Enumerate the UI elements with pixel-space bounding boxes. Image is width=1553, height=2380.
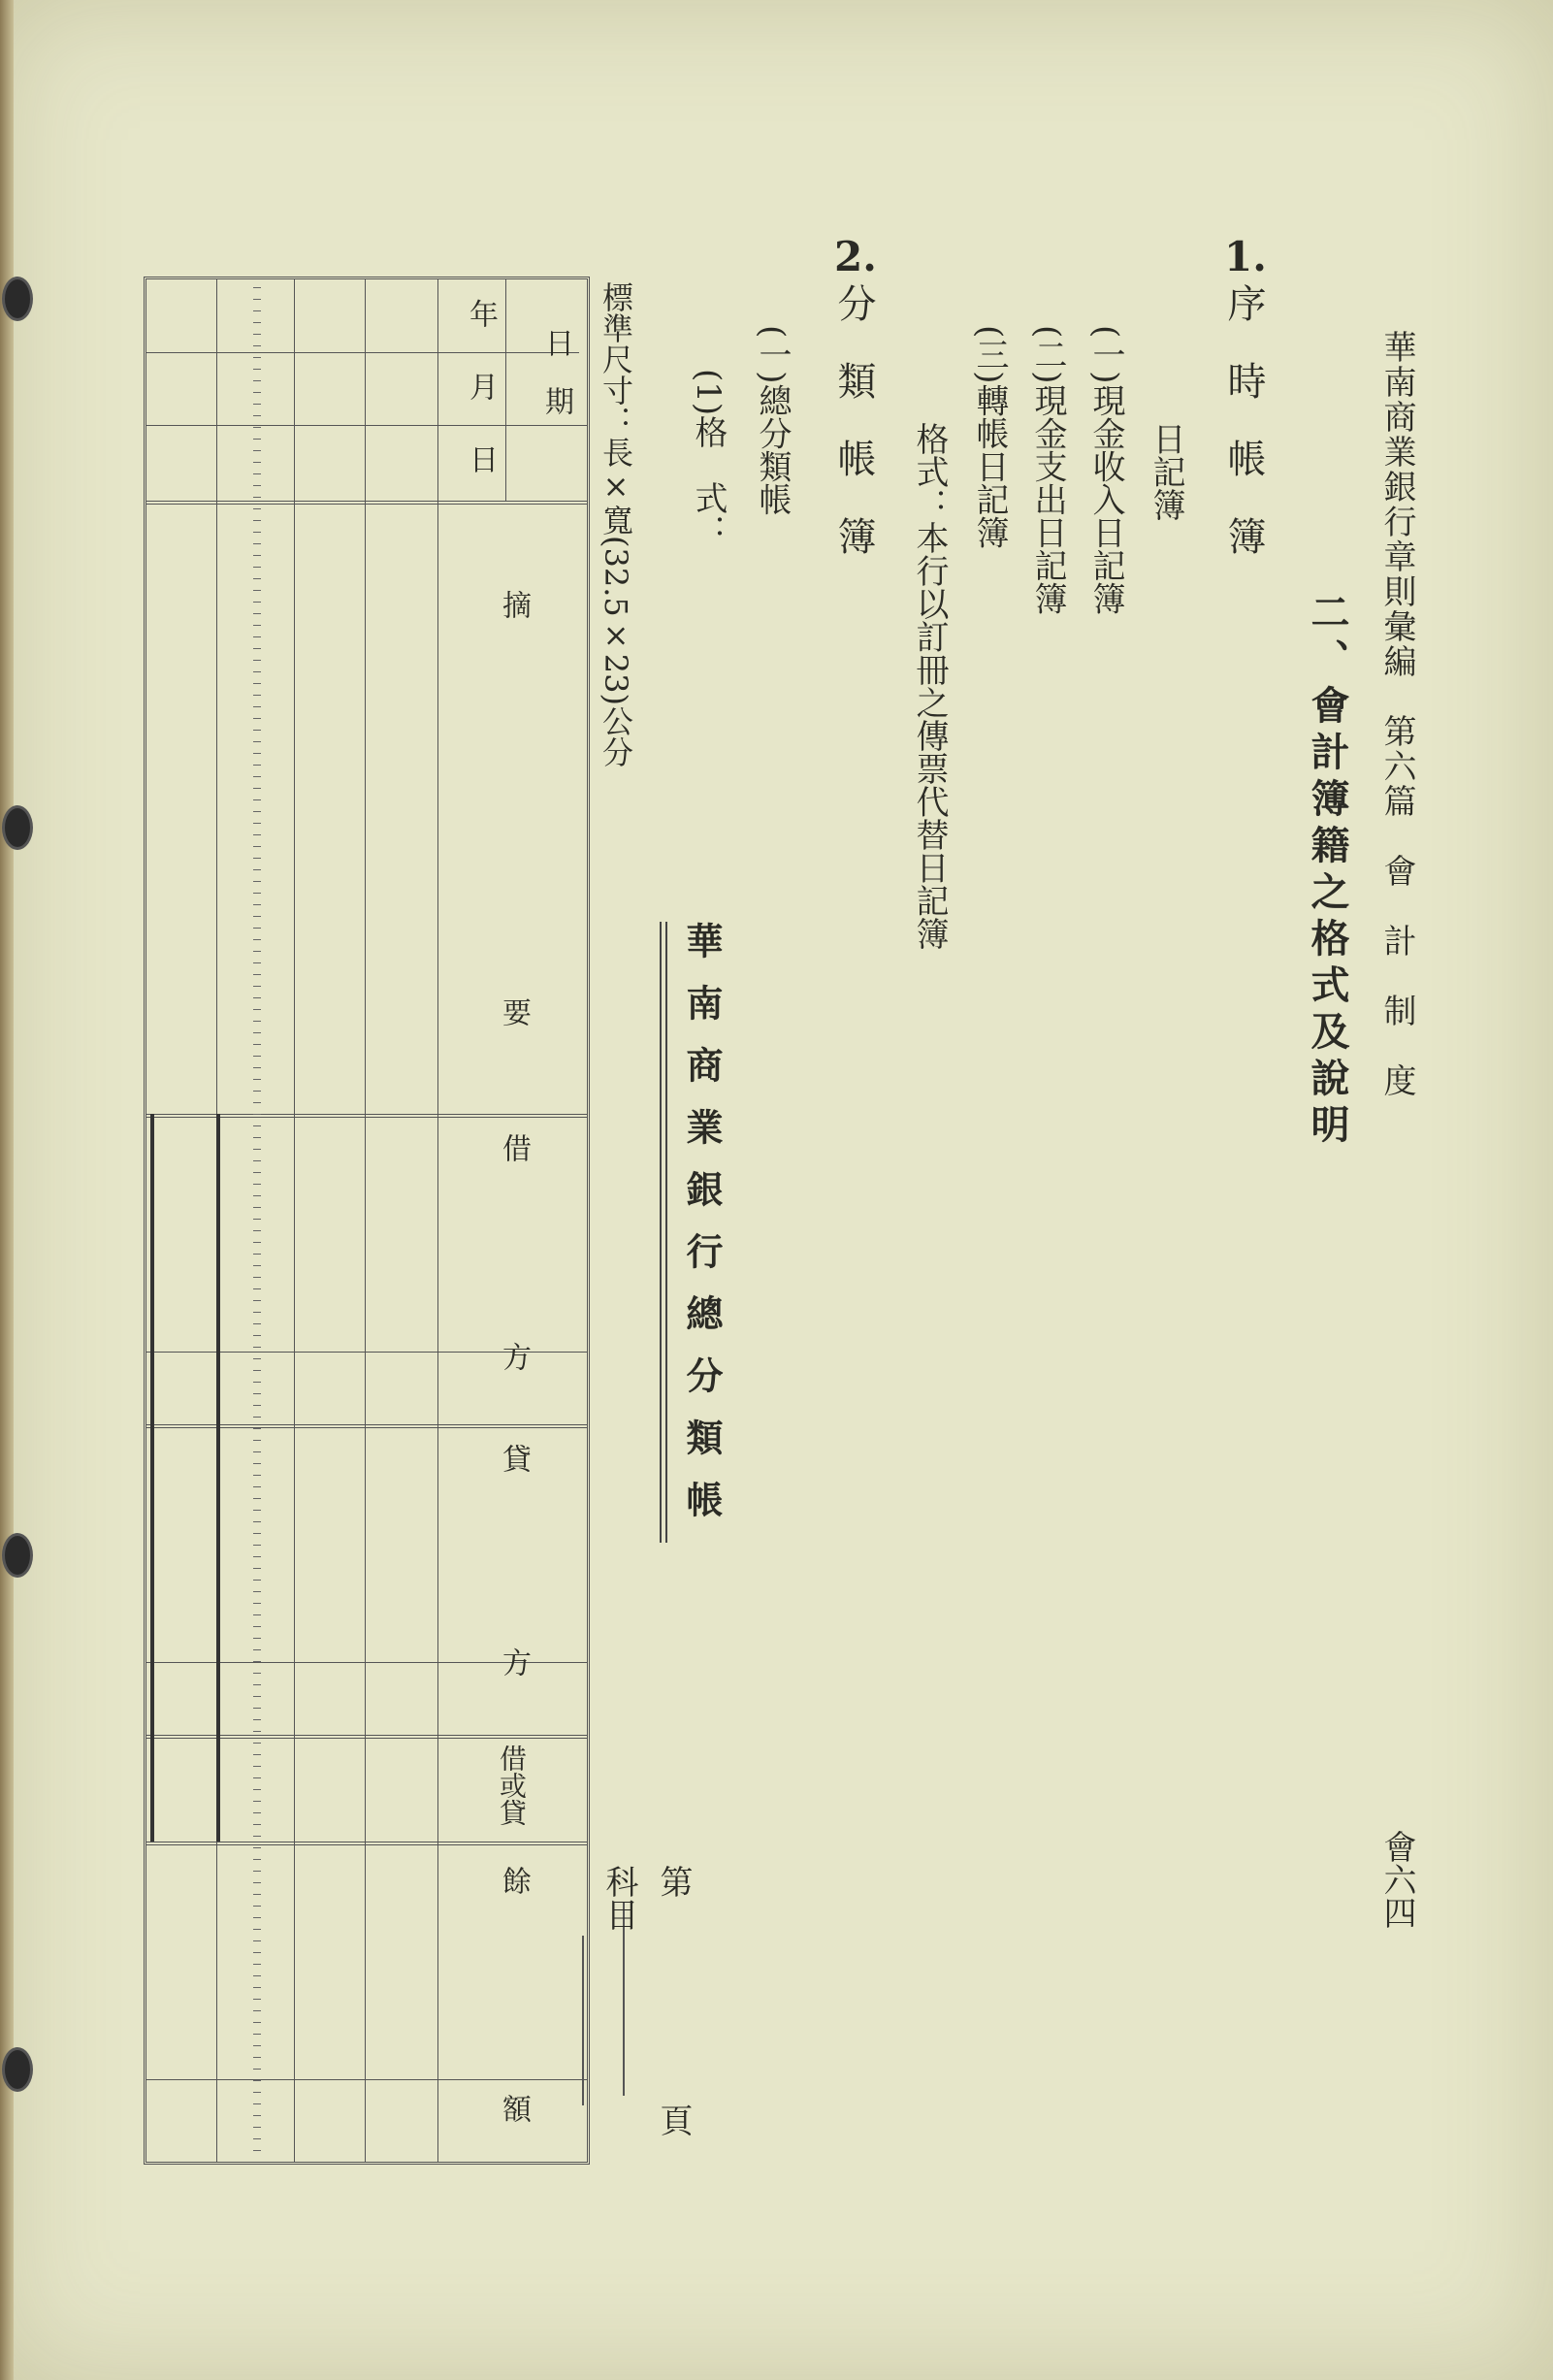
ledger-line bbox=[216, 1114, 220, 1842]
section2-item: (一)總分類帳 bbox=[753, 325, 792, 516]
header-debit: 方 bbox=[497, 1342, 531, 1371]
header-month: 月 bbox=[464, 372, 498, 401]
ledger-line bbox=[146, 1842, 587, 1845]
header-summary: 要 bbox=[497, 997, 531, 1027]
page-number: 會六四 bbox=[1377, 1830, 1416, 1929]
section1-number: 1. bbox=[1224, 233, 1267, 280]
section1-item: (一)現金收入日記簿 bbox=[1086, 325, 1125, 615]
header-balance: 額 bbox=[497, 2094, 531, 2123]
section1-subheading: 日記簿 bbox=[1147, 422, 1185, 521]
running-header: 華南商業銀行章則彙編 第六篇 會 計 制 度 bbox=[1377, 330, 1416, 1098]
section1-format-note: 格式：本行以訂冊之傳票代替日記簿 bbox=[910, 422, 949, 950]
section-title: 二、會計簿籍之格式及說明 bbox=[1305, 592, 1349, 1151]
ledger-line bbox=[146, 1424, 587, 1428]
size-note: 標準尺寸：長×寬(32.5×23)公分 bbox=[598, 281, 634, 767]
ledger-line bbox=[146, 501, 587, 505]
header-date: 日 期 bbox=[539, 328, 573, 415]
header-dc: 借或貸 bbox=[496, 1744, 528, 1826]
ledger-line bbox=[146, 2079, 587, 2080]
ledger-title: 華南商業銀行總分類帳 bbox=[665, 922, 728, 1543]
header-summary: 摘 bbox=[497, 590, 531, 619]
binding-edge bbox=[0, 0, 14, 2380]
header-debit: 借 bbox=[497, 1133, 531, 1162]
ledger-table bbox=[144, 277, 590, 2165]
section2-number: 2. bbox=[834, 233, 877, 280]
binder-ring-icon bbox=[2, 277, 33, 321]
ledger-line bbox=[146, 352, 579, 353]
section2-title: 分類帳簿 bbox=[831, 283, 876, 594]
ledger-line bbox=[294, 279, 295, 2162]
header-balance: 餘 bbox=[497, 1866, 531, 1895]
header-day: 日 bbox=[464, 444, 498, 473]
binder-ring-icon bbox=[2, 805, 33, 850]
ledger-line bbox=[365, 279, 366, 2162]
binder-ring-icon bbox=[2, 2047, 33, 2092]
header-credit: 方 bbox=[497, 1647, 531, 1677]
ledger-line bbox=[146, 425, 587, 426]
ledger-line bbox=[146, 1735, 587, 1739]
wavy-break-line bbox=[253, 281, 261, 2160]
subject-label: 科目 bbox=[599, 1865, 638, 1931]
ledger-line bbox=[146, 1114, 587, 1118]
ledger-line bbox=[505, 279, 506, 501]
page-blank-line bbox=[623, 1902, 625, 2096]
section1-title: 序時帳簿 bbox=[1221, 283, 1266, 594]
header-credit: 貸 bbox=[497, 1444, 531, 1473]
header-year: 年 bbox=[464, 299, 498, 328]
ledger-page-label-post: 頁 bbox=[654, 2103, 693, 2136]
binder-ring-icon bbox=[2, 1533, 33, 1578]
section1-item: (三)轉帳日記簿 bbox=[970, 325, 1009, 549]
ledger-line bbox=[437, 279, 438, 2162]
format-label: (1)格 式： bbox=[689, 369, 728, 548]
ledger-page-label-pre: 第 bbox=[654, 1865, 693, 1898]
section1-item: (二)現金支出日記簿 bbox=[1028, 325, 1067, 615]
ledger-line bbox=[150, 1114, 154, 1842]
